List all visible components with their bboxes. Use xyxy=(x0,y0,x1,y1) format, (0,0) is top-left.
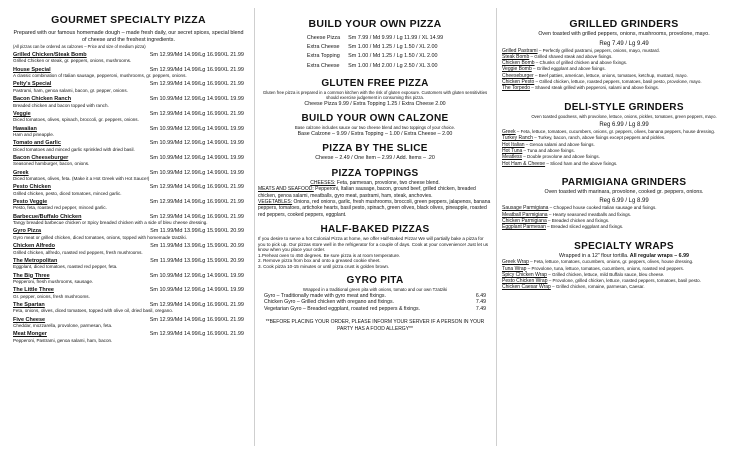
pizza-price: Sm 12.99/Md 14.99/Lg 16.99/XL 21.99 xyxy=(149,301,244,308)
grilled-item xyxy=(502,85,746,91)
wraps-item-name: Tuna Wrap xyxy=(502,265,527,272)
parm-item-name: Eggplant Parmesan xyxy=(502,224,546,231)
gourmet-intro: Prepared with our famous homemade dough – made fresh daily, our secret spices, special blend of cheese and the freshest ingredients. xyxy=(13,30,244,43)
pizza-price: Sm 11.99/Md 13.99/Lg 15.99/XL 20.99 xyxy=(150,257,244,264)
slice-price: Cheese – 2.49 / One Item – 2.99 / Add. Items – .20 xyxy=(315,155,435,162)
pizza-item xyxy=(13,258,244,270)
pizza-price: Sm 10.99/Md 12.99/Lg 14.99/XL 19.99 xyxy=(149,169,244,176)
pizza-price: Sm 12.99/Md 14.99/Lg 16.99/XL 21.99 xyxy=(149,331,244,338)
byo-label: Cheese Pizza xyxy=(306,35,341,41)
pizza-name: Veggie xyxy=(13,110,31,117)
byo-price: Sm 7.99 / Md 9.99 / Lg 11.99 / XL 14.99 xyxy=(348,35,444,41)
veg-label: VEGETABLES: xyxy=(258,199,293,206)
pizza-item xyxy=(13,140,244,152)
pizza-name: Pesto Chicken xyxy=(13,184,51,191)
pizza-name: Bacon Chicken Ranch xyxy=(13,96,72,103)
pizza-desc: Grilled chicken, alfredo, roasted red peppers, fresh mushrooms. xyxy=(13,249,143,255)
grilled-item-desc: – Grilled eggplant and above fixings. xyxy=(531,66,606,72)
pizza-desc: Gr. pepper, onions, fresh mushrooms. xyxy=(13,293,90,299)
pizza-price: Sm 12.99/Md 14.99/Lg 16.99/XL 21.99 xyxy=(149,66,244,73)
pizza-desc: Gyro meat or grilled chicken, diced tomatoes, onions, topped with homemade tzatziki. xyxy=(13,234,187,240)
deli-price: Reg 6.99 / Lg 8.99 xyxy=(599,122,649,129)
deli-item-name: Hot Italian xyxy=(502,141,525,148)
deli-item xyxy=(502,161,746,167)
grinders-column xyxy=(496,0,750,454)
pizza-item xyxy=(13,67,244,79)
pizza-desc: A classic combination of Italian sausage, pepperoni, mushrooms, gr. peppers, onions. xyxy=(13,73,187,79)
pizza-name: Greek xyxy=(13,169,29,176)
wraps-item-desc: – Provolone, tuna, lettuce, tomatoes, cucumbers, onions, roasted red peppers. xyxy=(526,265,685,271)
pizza-desc: Tangy breaded barbecue chicken or Spicy breaded chicken with a side of bleu cheese dressing. xyxy=(13,220,208,226)
pizza-item xyxy=(13,96,244,108)
gourmet-column xyxy=(0,0,254,454)
byo-price: Sm 1.00 / Md 1.25 / Lg 1.50 / XL 2.00 xyxy=(348,44,438,51)
pizza-name: Tomato and Garlic xyxy=(13,140,61,147)
pizza-item xyxy=(13,199,244,211)
halfbaked-step: 1.Preheat oven to 450 degrees. Be sure pizza is at room temperature. xyxy=(258,252,401,258)
wraps-item-desc: – Provolone, grilled chicken, lettuce, roasted peppers, tomatoes, basil pesto. xyxy=(547,278,701,284)
deli-item-desc: – Genoa salami and above fixings. xyxy=(524,141,595,147)
pizza-item xyxy=(13,214,244,226)
pizza-desc: Breaded chicken and bacon topped with ranch. xyxy=(13,102,109,108)
pizza-name: Gyro Pizza xyxy=(13,228,42,235)
pizza-name: Pesto Veggie xyxy=(13,199,48,206)
pizza-item xyxy=(13,170,244,182)
deli-item-desc: – Tuna and above fixings. xyxy=(522,147,575,153)
wraps-item-name: Pesto Chicken Wrap xyxy=(502,278,548,285)
cheeses-text: Feta, parmesan, provolone, two cheese blend. xyxy=(335,179,440,186)
deli-item-desc: – Sliced ham and the above fixings. xyxy=(545,160,618,166)
gyro-price: 7.49 xyxy=(475,306,486,313)
gourmet-title: GOURMET SPECIALTY PIZZA xyxy=(51,14,206,26)
deli-item-desc: – Feta, lettuce, tomatoes, cucumbers, onions, gr. peppers, olives, banana peppers, house dressing. xyxy=(515,129,715,135)
pizza-price: Sm 11.99/Md 13.99/Lg 15.99/XL 20.99 xyxy=(150,228,244,235)
wraps-intro xyxy=(502,253,746,260)
wraps-intro-price: All regular wraps – 6.99 xyxy=(628,252,689,259)
pizza-price: Sm 12.99/Md 14.99/Lg 16.99/XL 21.99 xyxy=(149,316,244,323)
grilled-list xyxy=(502,48,746,92)
grilled-item-desc: – Grilled chicken, lettuce, roasted peppers, tomatoes, basil pesto, provolone, mayo. xyxy=(534,79,702,85)
pizza-item xyxy=(13,302,244,314)
pizza-desc: Pesto, feta, roasted red pepper, minced garlic. xyxy=(13,205,107,211)
wraps-list xyxy=(502,259,746,290)
pizza-name: Hawaiian xyxy=(13,125,37,132)
gourmet-list xyxy=(13,52,244,343)
pizza-name: Bacon Cheeseburger xyxy=(13,154,69,161)
pizza-item xyxy=(13,111,244,123)
parm-list xyxy=(502,205,746,230)
pizza-price: Sm 10.99/Md 12.99/Lg 14.99/XL 19.99 xyxy=(149,125,244,132)
calzone-price: Base Calzone – 9.99 / Extra Topping – 1.00 / Extra Cheese – 2.00 xyxy=(297,130,453,137)
meats-text: Pepperoni, Italian sausage, bacon, ground beef, grilled chicken, breaded chicken, genoa salami, meatballs, gyro meat, pastrami, ham, steak, anchovies. xyxy=(258,186,476,199)
byo-price: Sm 1.00 / Md 2.00 / Lg 2.50 / XL 3.00 xyxy=(348,62,438,69)
pizza-item xyxy=(13,81,244,93)
grilled-item-desc: – Chunks of grilled chicken and above fixings. xyxy=(534,60,628,66)
gluten-desc: Gluten free pizza is prepared in a common kitchen with the risk of gluten exposure. Customers with gluten sensitivities should exercise judgement in consuming this pizza. xyxy=(262,89,488,101)
calzone-desc: Base calzone includes sauce our two cheese blend and two toppings of your choice. xyxy=(294,125,456,131)
gyro-name: Vegetarian Gyro – Breaded eggplant, roasted red peppers & fixings. xyxy=(264,306,421,313)
gluten-title: GLUTEN FREE PIZZA xyxy=(321,77,429,89)
parm-item-desc: – Breaded sliced eggplant and fixings. xyxy=(545,224,624,230)
pizza-desc: Grilled Chicken or steak, gr. peppers, onions, mushrooms. xyxy=(13,58,132,64)
grilled-item-desc: – Beef patties, american, lettuce, onions, tomatoes, ketchup, mustard, mayo. xyxy=(533,72,688,78)
wraps-item-name: Greek Wrap xyxy=(502,259,529,266)
meats-label: MEATS AND SEAFOOD: xyxy=(258,186,314,193)
pizza-desc: Diced tomatoes, olives, feta. (Make it a Hot Greek with Hot Sauce!) xyxy=(13,176,150,182)
pizza-desc: Seasoned hamburger, bacon, onions. xyxy=(13,161,90,167)
pizza-name: The Little Three xyxy=(13,287,54,294)
pizza-item xyxy=(13,228,244,240)
byo-table xyxy=(302,33,448,72)
wraps-item-desc: – Grilled chicken, lettuce, mild Buffalo sauce, bleu cheese. xyxy=(546,271,665,277)
pizza-price: Sm 12.99/Md 14.99/Lg 16.99/XL 21.99 xyxy=(149,51,244,58)
halfbaked-step: 3. Cook pizza 10-15 minutes or until pizza crust is golden brown. xyxy=(258,263,390,269)
halfbaked-step: 2. Remove pizza from box and onto a greased cookie sheet. xyxy=(258,258,381,264)
pizza-name: Barbecue/Buffalo Chicken xyxy=(13,213,82,220)
pizza-desc: Grilled chicken, pesto, diced tomatoes, minced garlic. xyxy=(13,190,122,196)
gyro-name: Chicken Gyro – Grilled chicken with oregano and fixings. xyxy=(264,299,395,306)
byo-title: BUILD YOUR OWN PIZZA xyxy=(308,18,442,30)
pizza-price: Sm 12.99/Md 14.99/Lg 16.99/XL 21.99 xyxy=(149,199,244,206)
parm-item-desc: – Breaded chicken and fixings. xyxy=(546,218,610,224)
pizza-price: Sm 12.99/Md 14.99/Lg 16.99/XL 21.99 xyxy=(149,213,244,220)
parm-price: Reg 6.99 / Lg 8.99 xyxy=(599,198,649,205)
grilled-item-name: Veggie Bomb xyxy=(502,66,532,73)
pizza-price: Sm 10.99/Md 12.99/Lg 14.99/XL 19.99 xyxy=(149,154,244,161)
pizza-name: Five Cheese xyxy=(13,316,46,323)
parm-item xyxy=(502,224,746,230)
grilled-item-name: Grilled Pastrami xyxy=(502,47,538,54)
pizza-desc: Eggplant, diced tomatoes, roasted red pepper, feta. xyxy=(13,264,118,270)
grilled-item-name: Steak Bomb xyxy=(502,53,530,60)
parm-item-desc: – Chopped house cooked Italian sausage and fixings. xyxy=(548,205,657,211)
pizza-name: Grilled Chicken/Steak Bomb xyxy=(13,51,87,58)
pizza-name: The Spartan xyxy=(13,301,45,308)
pizza-item xyxy=(13,331,244,343)
grilled-item-desc: – Grilled shaved steak and above fixings. xyxy=(529,53,613,59)
pizza-price: Sm 10.99/Md 12.99/Lg 14.99/XL 19.99 xyxy=(149,287,244,294)
parm-item-name: Sausage Parmigiana xyxy=(502,205,549,212)
pizza-price: Sm 10.99/Md 12.99/Lg 14.99/XL 19.99 xyxy=(149,140,244,147)
deli-item-name: Hot Ham & Cheese xyxy=(502,160,546,167)
wraps-title: SPECIALTY WRAPS xyxy=(574,240,674,252)
pizza-name: Pelty's Special xyxy=(13,81,52,88)
parm-item-name: Chicken Parmigiana xyxy=(502,218,547,225)
veg-text: Onions, red onions, garlic, fresh mushrooms, broccoli, green peppers, jalapenos, banana peppers, tomatoes, artichoke hearts, basil pesto, spinach, green olives, black olives, pineapple, roasted red peppers, cooked peppers, eggplant. xyxy=(258,199,491,218)
grilled-item-name: Cheeseburger xyxy=(502,72,534,79)
parm-intro: Oven toasted with marinara, provolone, cooked gr. peppers, onions. xyxy=(544,188,704,195)
pizza-desc: Pepperoni, Pastrami, genoa salami, ham, bacon. xyxy=(13,337,113,343)
parm-item-name: Meatball Parmigiana xyxy=(502,211,548,218)
pizza-desc: Pepperoni, fresh mushrooms, sausage. xyxy=(13,278,94,284)
wraps-intro-text: Wrapped in a 12" flour tortilla. xyxy=(559,252,629,259)
halfbaked-steps xyxy=(258,253,492,270)
pizza-item xyxy=(13,155,244,167)
byo-label: Extra Topping xyxy=(306,53,340,60)
pizza-price: Sm 10.99/Md 12.99/Lg 14.99/XL 19.99 xyxy=(149,272,244,279)
deli-list xyxy=(502,129,746,167)
byo-row xyxy=(304,44,446,51)
pizza-item xyxy=(13,243,244,255)
byo-row xyxy=(304,35,446,42)
pizza-item xyxy=(13,184,244,196)
deli-intro: Oven toasted goodness, with provolone, lettuce, onions, pickles, tomatoes, green peppers, mayo. xyxy=(531,113,717,119)
calzone-title: BUILD YOUR OWN CALZONE xyxy=(301,113,449,125)
halfbaked-desc: If you desire to serve a hot Colonial Pizza at home, we offer Half-Baked Pizza! We will partially bake a pizza for you to pick up. Our pizzas store well in the refrigerator for a couple of days. Cook at your convenience! Just let us know when you place your order. xyxy=(258,236,489,253)
grilled-item-name: The Torpedo xyxy=(502,85,530,92)
deli-item-desc: – Turkey, bacon, ranch, above fixings except peppers and pickles. xyxy=(532,135,666,141)
gyro-intro: Wrapped in a traditional green pita with onions, tomato and our own Tzatziki xyxy=(302,287,448,293)
parm-title: PARMIGIANA GRINDERS xyxy=(561,176,687,188)
byo-price: Sm 1.00 / Md 1.25 / Lg 1.50 / XL 2.00 xyxy=(348,53,438,60)
deli-item-name: Meatless xyxy=(502,154,523,161)
deli-item-name: Hot Tuna xyxy=(502,147,523,154)
deli-title: DELI-STYLE GRINDERS xyxy=(564,101,684,113)
slice-title: PIZZA BY THE SLICE xyxy=(322,143,428,155)
deli-item-name: Greek xyxy=(502,129,516,136)
pizza-name: House Special xyxy=(13,66,51,73)
wraps-item-desc: – Feta, lettuce, tomatoes, cucumbers, onions, gr. peppers, olives, house dressing. xyxy=(528,259,694,265)
parm-item-desc: – Hearty seasoned meatballs and fixings. xyxy=(547,211,632,217)
grilled-item-name: Chicken Bomb xyxy=(502,60,535,67)
pizza-price: Sm 10.99/Md 12.99/Lg 14.99/XL 19.99 xyxy=(149,96,244,103)
byo-label: Extra Cheese xyxy=(306,44,340,51)
halfbaked-title: HALF-BAKED PIZZAS xyxy=(320,224,430,236)
gyro-item xyxy=(258,306,492,313)
pizza-name: The Big Three xyxy=(13,272,50,279)
gyro-name: Gyro – Traditionally made with gyro meat and fixings. xyxy=(264,292,386,299)
toppings-meats xyxy=(258,186,492,199)
pizza-price: Sm 11.99/Md 13.99/Lg 15.99/XL 20.99 xyxy=(150,243,244,250)
grilled-item-desc: – Shaved steak grilled with pepperoni, salami and above fixings. xyxy=(529,85,660,91)
cheeses-label: CHEESES: xyxy=(310,179,336,186)
deli-item-desc: – Double provolone and above fixings. xyxy=(522,154,600,160)
pizza-desc: Feta, onions, olives, diced tomatoes, topped with olive oil, dried basil, oregano. xyxy=(13,308,174,314)
pizza-desc: Cheddar, mozzarella, provolone, parmesan, feta. xyxy=(13,323,113,329)
byo-label: Extra Cheese xyxy=(306,62,340,69)
wraps-item-name: Spicy Chicken Wrap xyxy=(502,271,547,278)
grilled-item-name: Chicken Pesto xyxy=(502,79,535,86)
pizza-desc: Diced tomatoes, olives, spinach, broccoli, gr. peppers, onions. xyxy=(13,117,139,123)
pizza-name: Meat Monger xyxy=(13,331,47,338)
pizza-name: The Metropolitan xyxy=(13,257,58,264)
deli-item-name: Turkey Ranch xyxy=(502,135,533,142)
pizza-item xyxy=(13,273,244,285)
gyro-item xyxy=(258,293,492,300)
pizza-item xyxy=(13,126,244,138)
wraps-item-desc: – Grilled chicken, romaine, parmesan, Caesar. xyxy=(550,284,645,290)
gourmet-note: (All pizzas can be ordered as calzones – Price and size of medium pizza) xyxy=(13,44,146,50)
pizza-price: Sm 12.99/Md 14.99/Lg 16.99/XL 21.99 xyxy=(149,110,244,117)
grilled-item-desc: – Perfectly grilled pastrami, peppers, onions, mayo, mustard. xyxy=(537,47,660,53)
gyro-price: 6.49 xyxy=(475,292,486,299)
wraps-item-name: Chicken Caesar Wrap xyxy=(502,284,551,291)
toppings-title: PIZZA TOPPINGS xyxy=(331,167,419,179)
pizza-price: Sm 12.99/Md 14.99/Lg 16.99/XL 21.99 xyxy=(149,81,244,88)
pizza-item xyxy=(13,287,244,299)
gluten-price: Cheese Pizza 9.99 / Extra Topping 1.25 / Extra Cheese 2.00 xyxy=(304,100,446,107)
allergy-warning: **BEFORE PLACING YOUR ORDER, PLEASE INFORM YOUR SERVER IF A PERSON IN YOUR PARTY HAS A FOOD ALLERGY** xyxy=(265,319,485,333)
pizza-desc: Ham and pineapple. xyxy=(13,131,55,137)
pizza-item xyxy=(13,52,244,64)
gyro-list xyxy=(258,293,492,313)
byo-row xyxy=(304,63,446,70)
wraps-item xyxy=(502,284,746,290)
pizza-desc: Pastrami, ham, genoa salami, bacon, gr. pepper, onions. xyxy=(13,87,128,93)
byo-row xyxy=(304,53,446,60)
center-column xyxy=(254,0,496,454)
grilled-title: GRILLED GRINDERS xyxy=(569,18,679,30)
pizza-item xyxy=(13,317,244,329)
gyro-title: GYRO PITA xyxy=(346,275,404,287)
toppings-veg xyxy=(258,199,492,218)
grilled-intro: Oven toasted with grilled peppers, onions, mushrooms, provolone, mayo. xyxy=(538,31,710,37)
pizza-name: Chicken Alfredo xyxy=(13,243,55,250)
pizza-price: Sm 12.99/Md 14.99/Lg 16.99/XL 21.99 xyxy=(149,184,244,191)
gyro-item xyxy=(258,299,492,306)
pizza-desc: Diced tomatoes and minced garlic sprinkled with dried basil. xyxy=(13,146,135,152)
grilled-price: Reg 7.49 / Lg 9.49 xyxy=(599,40,649,47)
gyro-price: 7.49 xyxy=(475,299,486,306)
